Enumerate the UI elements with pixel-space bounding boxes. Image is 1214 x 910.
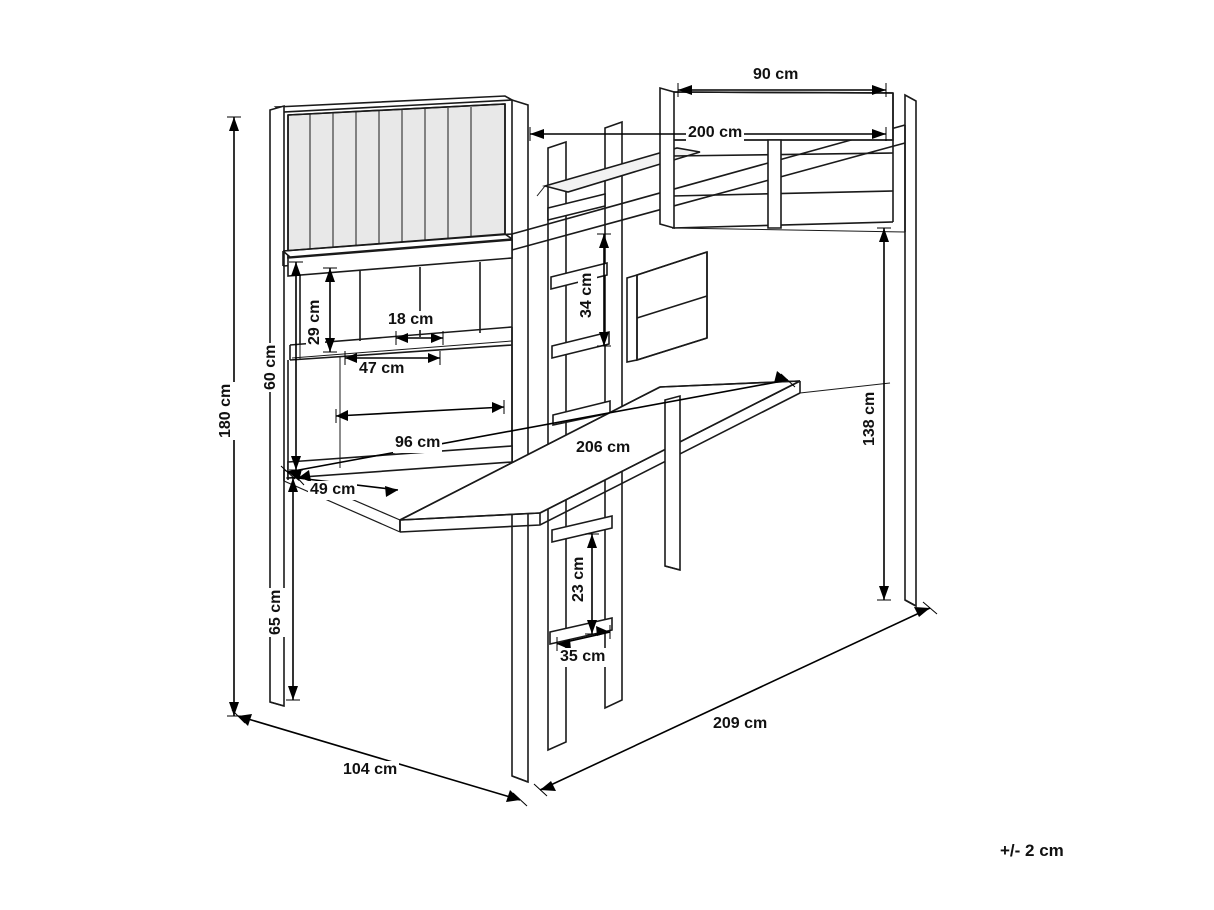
dim-label-35cm: 35 cm (560, 648, 606, 665)
dim-label-47cm: 47 cm (359, 360, 405, 377)
guard-rail-back (660, 88, 893, 228)
dim-label-206cm: 206 cm (576, 439, 631, 456)
dim-label-65cm: 65 cm (267, 589, 284, 635)
post-back-right (905, 95, 916, 606)
headboard-panel (276, 96, 512, 258)
dim-label-180cm: 180 cm (217, 383, 234, 438)
tolerance-note: +/- 2 cm (1000, 841, 1064, 860)
dim-label-49cm: 49 cm (310, 481, 356, 498)
dim-label-96cm: 96 cm (395, 434, 441, 451)
dim-label-104cm: 104 cm (343, 761, 398, 778)
dim-label-29cm: 29 cm (306, 299, 323, 345)
post-center (512, 100, 528, 782)
dim-label-34cm: 34 cm (578, 272, 595, 318)
shelf-box-right (627, 252, 707, 362)
dim-label-200cm: 200 cm (688, 124, 743, 141)
dim-label-60cm: 60 cm (262, 344, 279, 390)
rail-right-side (672, 143, 905, 232)
desk-leg (665, 396, 680, 570)
dim-label-18cm: 18 cm (388, 311, 434, 328)
dim-label-23cm: 23 cm (570, 556, 587, 602)
dim-label-90cm: 90 cm (753, 66, 799, 83)
lower-frame (284, 470, 400, 532)
dim-label-209cm: 209 cm (713, 715, 768, 732)
dim-label-138cm: 138 cm (861, 391, 878, 446)
